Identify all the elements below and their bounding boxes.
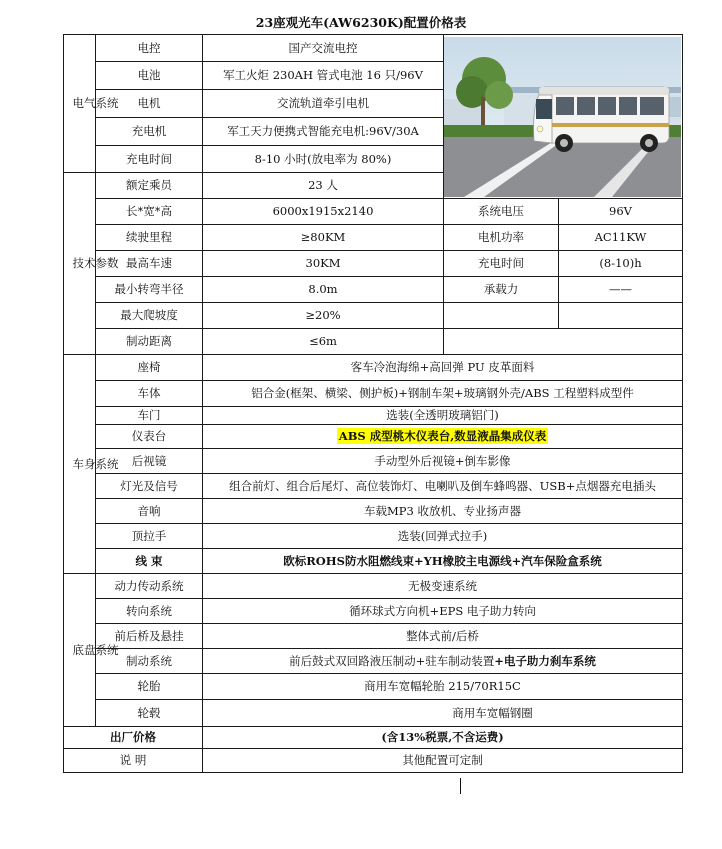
table-row <box>64 225 683 251</box>
row-value: 交流轨道牵引电机 <box>203 90 444 118</box>
price-label: 出厂价格 <box>64 727 203 749</box>
row-value: 车载MP3 收放机、专业扬声器 <box>203 499 683 524</box>
braking-value-bold: +电子助力刹车系统 <box>494 653 596 668</box>
table-row <box>64 674 683 700</box>
table-row <box>64 303 683 329</box>
table-row <box>64 700 683 727</box>
row-value: 国产交流电控 <box>203 35 444 62</box>
row-label: 最小转弯半径 <box>96 277 203 303</box>
price-value: (含13%税票,不含运费) <box>203 727 683 749</box>
price-row <box>64 727 683 749</box>
row-value: 组合前灯、组合后尾灯、高位装饰灯、电喇叭及倒车蜂鸣器、USB+点烟器充电插头 <box>203 474 683 499</box>
table-row <box>64 474 683 499</box>
table-row <box>64 574 683 599</box>
row-label: 电控 <box>96 35 203 62</box>
row-value: 军工天力便携式智能充电机:96V/30A <box>203 118 444 146</box>
row-value: 选装(回弹式拉手) <box>203 524 683 549</box>
empty-cell <box>444 329 683 355</box>
row-label: 电池 <box>96 62 203 90</box>
row-value: 无极变速系统 <box>203 574 683 599</box>
row-label-2: 充电时间 <box>444 251 559 277</box>
row-label: 额定乘员 <box>96 173 203 199</box>
table-row <box>64 199 683 225</box>
row-value-2: 96V <box>559 199 683 225</box>
vehicle-photo <box>444 35 683 199</box>
table-row <box>64 35 683 62</box>
row-label: 电机 <box>96 90 203 118</box>
row-label-2 <box>444 303 559 329</box>
note-label: 说 明 <box>64 749 203 773</box>
row-value: 欧标ROHS防水阻燃线束+YH橡胶主电源线+汽车保险盒系统 <box>203 549 683 574</box>
row-value: 8-10 小时(放电率为 80%) <box>203 146 444 173</box>
group-body-system: 车身系统 <box>64 355 96 574</box>
row-value: 循环球式方向机+EPS 电子助力转向 <box>203 599 683 624</box>
table-row <box>64 649 683 674</box>
row-value: 商用车宽幅钢圈 <box>203 700 683 727</box>
row-label: 长*宽*高 <box>96 199 203 225</box>
table-row <box>64 624 683 649</box>
row-value: 30KM <box>203 251 444 277</box>
table-row <box>64 549 683 574</box>
text-cursor <box>460 778 461 794</box>
row-label: 轮毂 <box>96 700 203 727</box>
note-value: 其他配置可定制 <box>203 749 683 773</box>
row-value: ≥20% <box>203 303 444 329</box>
row-value-highlighted <box>203 425 683 449</box>
table-row <box>64 407 683 425</box>
row-label: 车门 <box>96 407 203 425</box>
row-label: 充电时间 <box>96 146 203 173</box>
group-chassis: 底盘系统 <box>64 574 96 727</box>
document-title: 23座观光车(AW6230K)配置价格表 <box>255 15 467 30</box>
row-value-2: AC11KW <box>559 225 683 251</box>
row-value: 23 人 <box>203 173 444 199</box>
row-label: 座椅 <box>96 355 203 381</box>
row-label: 音响 <box>96 499 203 524</box>
row-label-2: 承载力 <box>444 277 559 303</box>
row-value: 手动型外后视镜+倒车影像 <box>203 449 683 474</box>
row-value: 8.0m <box>203 277 444 303</box>
table-row <box>64 277 683 303</box>
row-label: 线 束 <box>96 549 203 574</box>
row-label: 充电机 <box>96 118 203 146</box>
row-label: 轮胎 <box>96 674 203 700</box>
row-label: 后视镜 <box>96 449 203 474</box>
row-value-2: (8-10)h <box>559 251 683 277</box>
row-value-2: —— <box>559 277 683 303</box>
row-value: 军工火炬 230AH 管式电池 16 只/96V <box>203 62 444 90</box>
sightseeing-bus-image <box>444 37 681 197</box>
row-label: 制动距离 <box>96 329 203 355</box>
row-value <box>203 649 683 674</box>
row-value: 6000x1915x2140 <box>203 199 444 225</box>
table-row <box>64 425 683 449</box>
table-row <box>64 499 683 524</box>
row-label: 仪表台 <box>96 425 203 449</box>
braking-value: 前后鼓式双回路液压制动+驻车制动装置 <box>289 653 495 668</box>
row-value: ≥80KM <box>203 225 444 251</box>
row-value: 铝合金(框架、横梁、侧护板)+钢制车架+玻璃钢外壳/ABS 工程塑料成型件 <box>203 381 683 407</box>
row-label: 制动系统 <box>96 649 203 674</box>
group-electrical: 电气系统 <box>64 35 96 173</box>
config-price-table <box>63 34 683 773</box>
row-label: 续驶里程 <box>96 225 203 251</box>
row-value-2 <box>559 303 683 329</box>
row-value: 整体式前/后桥 <box>203 624 683 649</box>
table-row <box>64 329 683 355</box>
table-row <box>64 599 683 624</box>
table-row <box>64 251 683 277</box>
row-label: 顶拉手 <box>96 524 203 549</box>
table-row <box>64 355 683 381</box>
row-label-2: 系统电压 <box>444 199 559 225</box>
row-value: 选装(全透明玻璃铝门) <box>203 407 683 425</box>
row-label: 最高车速 <box>96 251 203 277</box>
note-row <box>64 749 683 773</box>
table-row <box>64 524 683 549</box>
row-label: 转向系统 <box>96 599 203 624</box>
row-value: 客车冷泡海绵+高回弹 PU 皮革面料 <box>203 355 683 381</box>
row-value: ≤6m <box>203 329 444 355</box>
row-value: 商用车宽幅轮胎 215/70R15C <box>203 674 683 700</box>
row-label: 车体 <box>96 381 203 407</box>
table-row <box>64 449 683 474</box>
row-label-2: 电机功率 <box>444 225 559 251</box>
row-label: 灯光及信号 <box>96 474 203 499</box>
row-label: 动力传动系统 <box>96 574 203 599</box>
table-row <box>64 381 683 407</box>
row-label: 前后桥及悬挂 <box>96 624 203 649</box>
group-technical: 技术参数 <box>64 173 96 355</box>
highlighted-text: ABS 成型桃木仪表台,数显液晶集成仪表 <box>338 429 547 444</box>
row-label: 最大爬坡度 <box>96 303 203 329</box>
